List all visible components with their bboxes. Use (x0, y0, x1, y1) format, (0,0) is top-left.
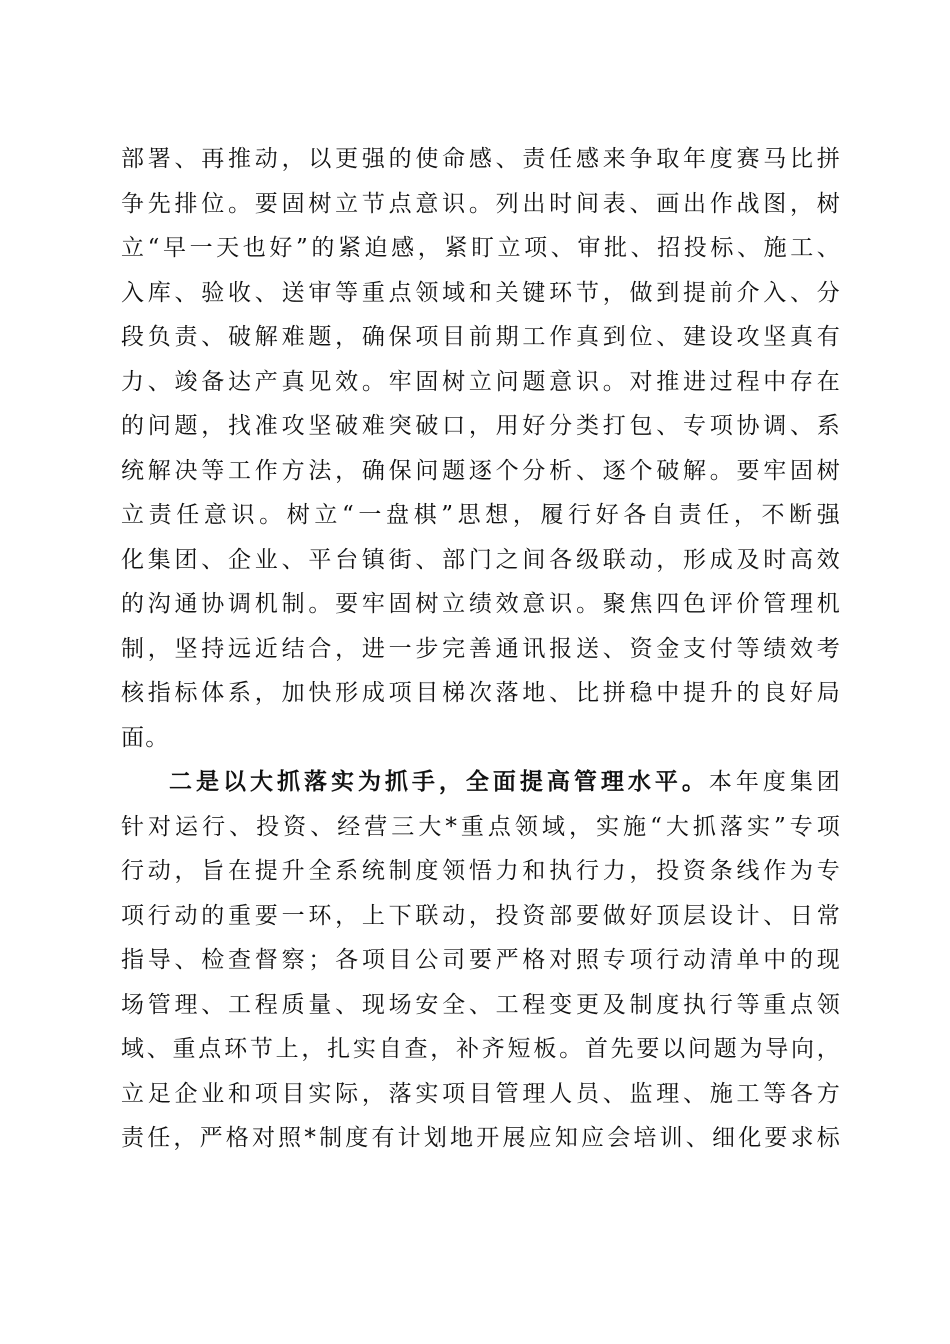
text-line: 场管理、工程质量、现场安全、工程变更及制度执行等重点领 (121, 991, 841, 1018)
paragraph-2 (121, 760, 841, 1161)
text-line: 针对运行、投资、经营三大*重点领域，实施“大抓落实”专项 (121, 813, 841, 840)
text-line: 项行动的重要一环，上下联动，投资部要做好顶层设计、日常 (121, 902, 841, 929)
text-line: 统解决等工作方法，确保问题逐个分析、逐个破解。要牢固树 (121, 457, 841, 484)
text-line: 的沟通协调机制。要牢固树立绩效意识。聚焦四色评价管理机 (121, 591, 841, 617)
text-line: 段负责、破解难题，确保项目前期工作真到位、建设攻坚真有 (121, 324, 841, 350)
text-line: 行动，旨在提升全系统制度领悟力和执行力，投资条线作为专 (121, 858, 841, 884)
text-line: 域、重点环节上，扎实自查，补齐短板。首先要以问题为导向， (121, 1036, 841, 1062)
paragraph-2-first-line (121, 760, 841, 805)
text-line: 核指标体系，加快形成项目梯次落地、比拼稳中提升的良好局 (121, 680, 841, 706)
text-line: 责任，严格对照*制度有计划地开展应知应会培训、细化要求标 (121, 1125, 841, 1151)
paragraph-lead-heading: 二是以大抓落实为抓手，全面提高管理水平。 (169, 768, 709, 795)
paragraph-2-first-line-rest: 本年度集团 (708, 769, 842, 795)
text-line: 立责任意识。树立“一盘棋”思想，履行好各自责任，不断强 (121, 502, 841, 528)
text-line: 立“早一天也好”的紧迫感，紧盯立项、审批、招投标、施工、 (121, 235, 841, 261)
text-line: 部署、再推动，以更强的使命感、责任感来争取年度赛马比拼 (121, 146, 841, 172)
text-line: 入库、验收、送审等重点领域和关键环节，做到提前介入、分 (121, 279, 841, 306)
paragraph-1 (121, 137, 841, 760)
text-line: 力、竣备达产真见效。牢固树立问题意识。对推进过程中存在 (121, 368, 841, 395)
text-line: 制，坚持远近结合，进一步完善通讯报送、资金支付等绩效考 (121, 635, 841, 662)
text-line: 的问题，找准攻坚破难突破口，用好分类打包、专项协调、系 (121, 413, 841, 439)
text-line: 化集团、企业、平台镇街、部门之间各级联动，形成及时高效 (121, 546, 841, 573)
text-line: 争先排位。要固树立节点意识。列出时间表、画出作战图，树 (121, 190, 841, 217)
text-line: 面。 (121, 724, 170, 751)
text-line: 指导、检查督察；各项目公司要严格对照专项行动清单中的现 (121, 947, 841, 973)
text-line: 立足企业和项目实际，落实项目管理人员、监理、施工等各方 (121, 1080, 841, 1107)
